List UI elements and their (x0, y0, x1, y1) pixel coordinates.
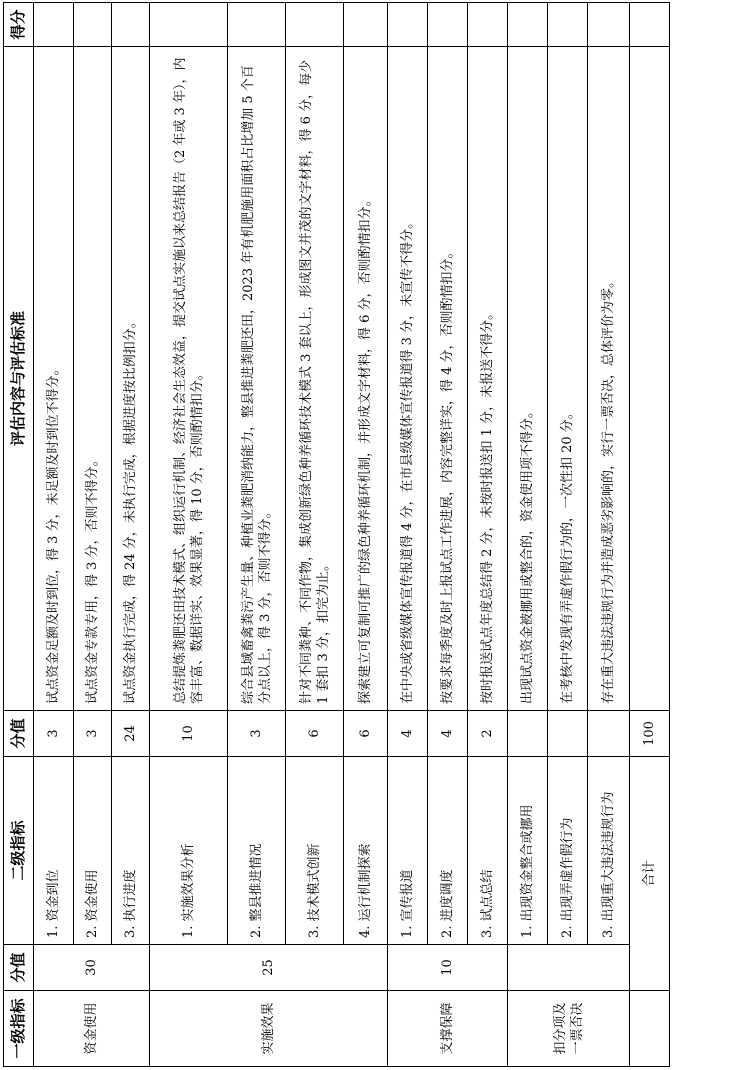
table-row (34, 3, 74, 1067)
result-cell (34, 3, 74, 47)
level2-score: 3 (34, 711, 74, 757)
total-score: 100 (630, 711, 670, 757)
level2-indicator: 2. 进度调度 (428, 757, 468, 945)
level1-indicator: 资金使用 (34, 991, 150, 1067)
criteria-cell: 针对不同粪种、不同作物，集成创新绿色种养循环技术模式 3 套以上，形成图文并茂的文字材料，得 6 分，每少 1 套扣 3 分，扣完为止。 (286, 47, 344, 711)
total-row (630, 3, 670, 1067)
criteria-cell: 探索建立可复制可推广的绿色种养循环机制，并形成文字材料，得 6 分，否则酌情扣分。 (344, 47, 388, 711)
level2-indicator: 1. 实施效果分析 (150, 757, 228, 945)
level2-score (548, 711, 588, 757)
criteria-cell: 试点资金足额及时到位，得 3 分，未足额及时到位不得分。 (34, 47, 74, 711)
header-result: 得分 (4, 3, 34, 47)
result-cell (228, 3, 286, 47)
table-row (508, 3, 548, 1067)
total-blank (630, 991, 670, 1067)
result-cell (74, 3, 112, 47)
level1-indicator: 支撑保障 (388, 991, 508, 1067)
table-row (548, 3, 588, 1067)
level2-score: 2 (468, 711, 508, 757)
level2-indicator: 3. 试点总结 (468, 757, 508, 945)
result-cell (388, 3, 428, 47)
level2-score: 4 (428, 711, 468, 757)
criteria-cell: 试点资金专款专用，得 3 分，否则不得分。 (74, 47, 112, 711)
level2-score: 6 (286, 711, 344, 757)
level2-score: 3 (228, 711, 286, 757)
table-row (228, 3, 286, 1067)
table-row (588, 3, 630, 1067)
level2-indicator: 3. 技术模式创新 (286, 757, 344, 945)
header-score1: 分值 (4, 945, 34, 991)
criteria-cell: 在考核中发现有弄虚作假行为的，一次性扣 20 分。 (548, 47, 588, 711)
table-row (286, 3, 344, 1067)
result-cell (588, 3, 630, 47)
level2-score: 6 (344, 711, 388, 757)
level2-indicator: 2. 资金使用 (74, 757, 112, 945)
level2-indicator: 1. 资金到位 (34, 757, 74, 945)
level2-indicator: 3. 执行进度 (112, 757, 150, 945)
table-row (428, 3, 468, 1067)
criteria-cell: 在中央或省级媒体宣传报道得 4 分，在市县级媒体宣传报道得 3 分，未宣传不得分。 (388, 47, 428, 711)
table-row (74, 3, 112, 1067)
level2-indicator: 2. 出现弄虚作假行为 (548, 757, 588, 945)
total-criteria-blank (630, 47, 670, 711)
criteria-cell: 出现试点资金被挪用或整合的，资金使用项不得分。 (508, 47, 548, 711)
level2-score: 10 (150, 711, 228, 757)
level2-indicator: 3. 出现重大违法违规行为 (588, 757, 630, 945)
header-level2: 二级指标 (4, 757, 34, 945)
level1-indicator: 实施效果 (150, 991, 388, 1067)
result-cell (508, 3, 548, 47)
criteria-cell: 总结提炼粪肥还田技术模式、组织运行机制、经济社会生态效益，提交试点实施以来总结报告（2 年或 3 年），内容丰富、数据详实、效果显著，得 10 分，否则酌情扣分。 (150, 47, 228, 711)
result-cell (112, 3, 150, 47)
table-row (150, 3, 228, 1067)
level2-score (508, 711, 548, 757)
level1-indicator: 扣分项及一票否决 (508, 991, 630, 1067)
criteria-cell: 综合县域畜禽粪污产生量、种植业粪肥消纳能力，整县推进粪肥还田，2023 年有机肥施用面积占比增加 5 个百分点以上，得 3 分，否则不得分。 (228, 47, 286, 711)
result-cell (150, 3, 228, 47)
level1-score: 30 (34, 945, 150, 991)
result-cell (344, 3, 388, 47)
header-score2: 分值 (4, 711, 34, 757)
level1-score (508, 945, 630, 991)
total-result-blank (630, 3, 670, 47)
level2-score (588, 711, 630, 757)
level2-indicator: 2. 整县推进情况 (228, 757, 286, 945)
table-row (468, 3, 508, 1067)
level2-indicator: 1. 宣传报道 (388, 757, 428, 945)
level2-score: 3 (74, 711, 112, 757)
result-cell (548, 3, 588, 47)
criteria-cell: 按要求每季度及时上报试点工作进展，内容完整详实，得 4 分，否则酌情扣分。 (428, 47, 468, 711)
header-level1: 一级指标 (4, 991, 34, 1067)
level1-score: 10 (388, 945, 508, 991)
result-cell (286, 3, 344, 47)
evaluation-table (3, 2, 670, 1067)
table-row (344, 3, 388, 1067)
result-cell (468, 3, 508, 47)
result-cell (428, 3, 468, 47)
criteria-cell: 按时报送试点年度总结得 2 分，未按时报送扣 1 分，未报送不得分。 (468, 47, 508, 711)
level2-indicator: 1. 出现资金整合或挪用 (508, 757, 548, 945)
header-criteria: 评估内容与评估标准 (4, 47, 34, 711)
level2-score: 4 (388, 711, 428, 757)
criteria-cell: 存在重大违法违规行为并造成恶劣影响的，实行一票否决，总体评价为零。 (588, 47, 630, 711)
total-label: 合计 (630, 757, 670, 991)
level2-indicator: 4. 运行机制探索 (344, 757, 388, 945)
table-row (388, 3, 428, 1067)
table-row (112, 3, 150, 1067)
level2-score: 24 (112, 711, 150, 757)
criteria-cell: 试点资金执行完成，得 24 分，未执行完成，根据进度按比例扣分。 (112, 47, 150, 711)
header-row (4, 3, 34, 1067)
level1-score: 25 (150, 945, 388, 991)
